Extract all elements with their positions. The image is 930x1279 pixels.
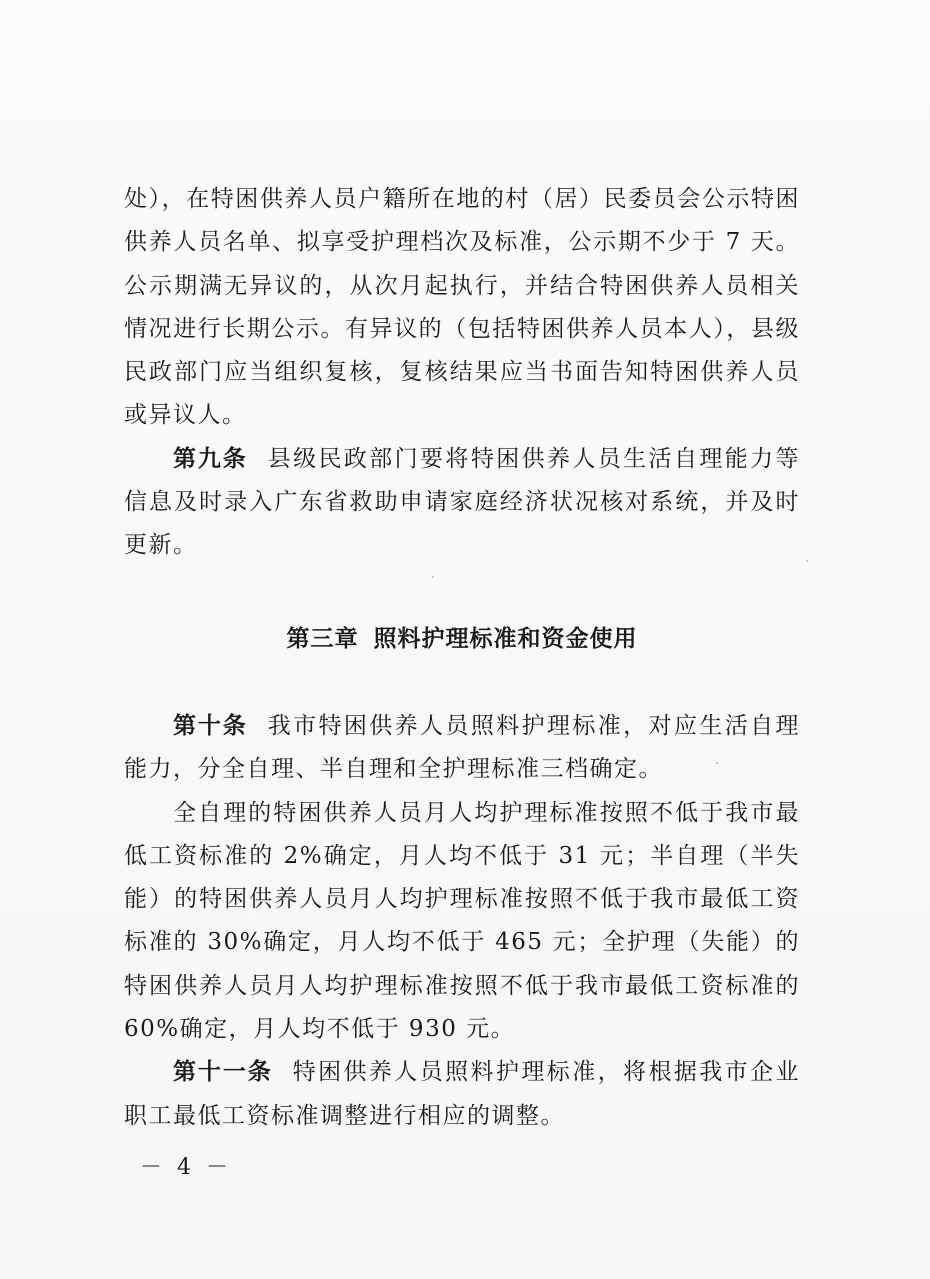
- article-10-text: 我市特困供养人员照料护理标准，对应生活自理能力，分全自理、半自理和全护理标准三档确定。: [124, 713, 801, 783]
- article-10-paragraph-2: 全自理的特困供养人员月人均护理标准按照不低于我市最低工资标准的 2%确定，月人均不低于 31 元；半自理（半失能）的特困供养人员月人均护理标准按照不低于我市最低工资标准的 30%确定，月人均不低于 465 元；全护理（失能）的特困供养人员月人均护理标准按照不低于我市最低工资标准的 60%确定，月人均不低于 930 元。: [124, 799, 800, 1043]
- text-block-top: [124, 178, 800, 568]
- scan-speck: [806, 560, 808, 562]
- text-block-bottom: [124, 705, 800, 1138]
- scan-speck: [432, 576, 434, 578]
- article-10-label: 第十条: [173, 713, 248, 739]
- scan-speck: [716, 762, 718, 764]
- article-11-text: 特困供养人员照料护理标准，将根据我市企业职工最低工资标准调整进行相应的调整。: [124, 1059, 801, 1129]
- article-9: [124, 438, 800, 568]
- article-11-label: 第十一条: [173, 1059, 273, 1086]
- paragraph-public-notice: 处），在特困供养人员户籍所在地的村（居）民委员会公示特困供养人员名单、拟享受护理档次及标准，公示期不少于 7 天。公示期满无异议的，从次月起执行，并结合特困供养人员相关情况进行长期公示。有异议的（包括特困供养人员本人），县级民政部门应当组织复核，复核结果应当书面告知特困供养人员或异议人。: [124, 186, 800, 429]
- article-9-label: 第九条: [173, 445, 248, 472]
- page-number: － 4 －: [140, 1155, 232, 1180]
- article-9-text: 县级民政部门要将特困供养人员生活自理能力等信息及时录入广东省救助申请家庭经济状况核对系统，并及时更新。: [124, 445, 801, 559]
- article-11: [124, 1051, 800, 1138]
- chapter-heading: 第三章 照料护理标准和资金使用: [286, 626, 638, 652]
- article-10: [124, 705, 800, 792]
